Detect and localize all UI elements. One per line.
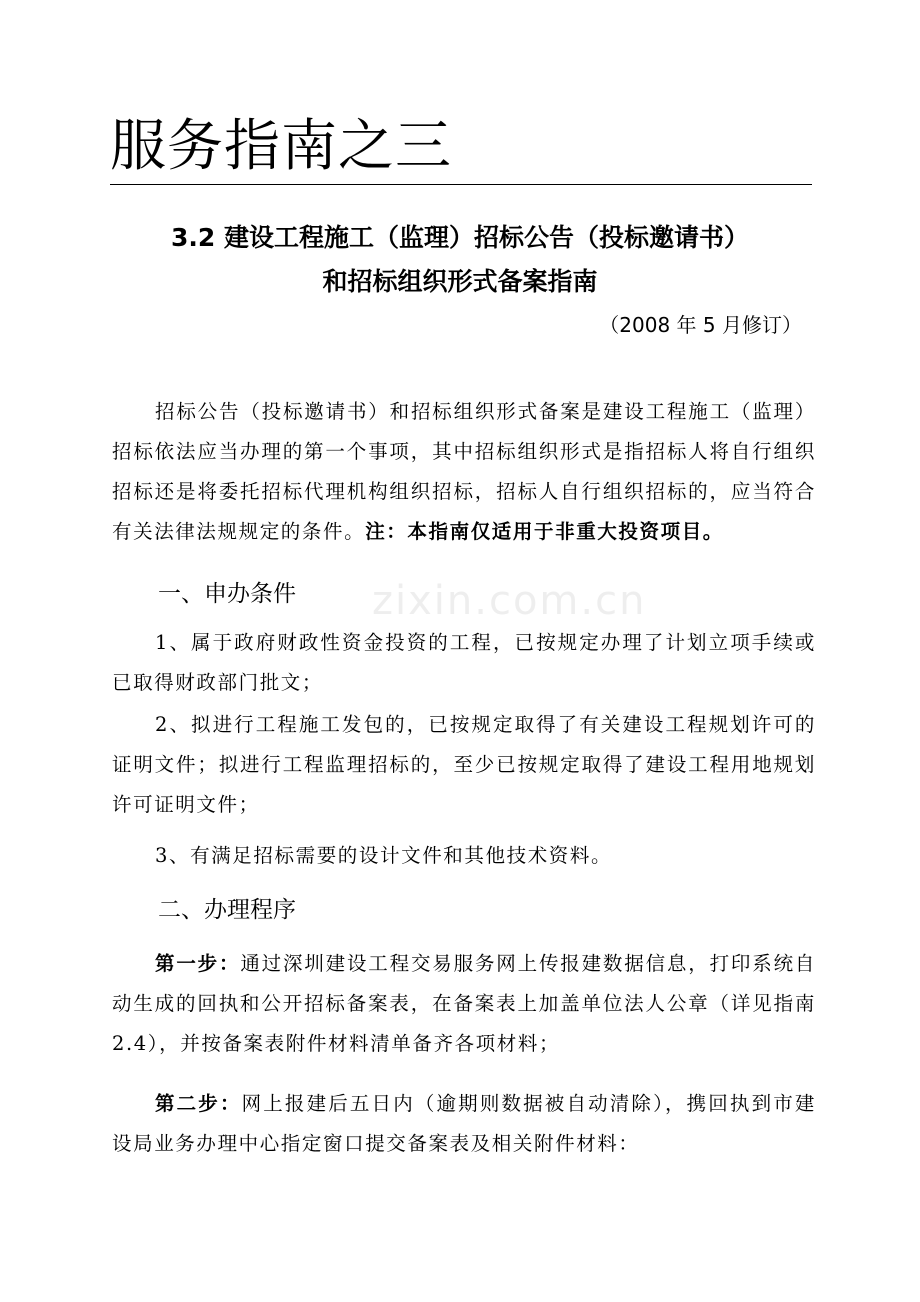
document-subtitle-line2: 和招标组织形式备案指南	[322, 267, 598, 296]
intro-text: 招标公告（投标邀请书）和招标组织形式备案是建设工程施工（监理）招标依法应当办理的第一个事项，其中招标组织形式是指招标人将自行组织招标还是将委托招标代理机构组织招标，招标人自行组织招标的，应当符合有关法律法规规定的条件。	[112, 400, 816, 543]
condition-item-2: 2、拟进行工程施工发包的，已按规定取得了有关建设工程规划许可的证明文件；拟进行工程监理招标的，至少已按规定取得了建设工程用地规划许可证明文件；	[112, 713, 816, 816]
procedure-step-2	[112, 1084, 816, 1164]
procedure-step-1	[112, 944, 816, 1064]
step-1-label: 第一步：	[155, 952, 241, 975]
condition-item-1: 1、属于政府财政性资金投资的工程，已按规定办理了计划立项手续或已取得财政部门批文；	[112, 631, 816, 694]
step-1-text: 通过深圳建设工程交易服务网上传报建数据信息，打印系统自动生成的回执和公开招标备案表，在备案表上加盖单位法人公章（详见指南 2.4），并按备案表附件材料清单备齐各项材料；	[112, 952, 817, 1055]
step-2-label: 第二步：	[155, 1092, 242, 1115]
revision-date: （2008 年 5 月修订）	[599, 313, 802, 337]
page-title: 服务指南之三	[110, 114, 452, 179]
intro-paragraph	[112, 392, 816, 552]
section-heading-conditions: 一、申办条件	[158, 581, 296, 607]
section-heading-procedure: 二、办理程序	[158, 897, 296, 923]
step-2-text: 网上报建后五日内（逾期则数据被自动清除），携回执到市建设局业务办理中心指定窗口提交备案表及相关附件材料：	[112, 1092, 816, 1155]
watermark: zixin.com.cn	[372, 578, 647, 624]
condition-item-3: 3、有满足招标需要的设计文件和其他技术资料。	[155, 844, 613, 867]
intro-note: 注：本指南仅适用于非重大投资项目。	[365, 520, 724, 543]
document-subtitle-line1: 3.2 建设工程施工（监理）招标公告（投标邀请书）	[171, 223, 749, 252]
title-divider	[110, 184, 812, 185]
